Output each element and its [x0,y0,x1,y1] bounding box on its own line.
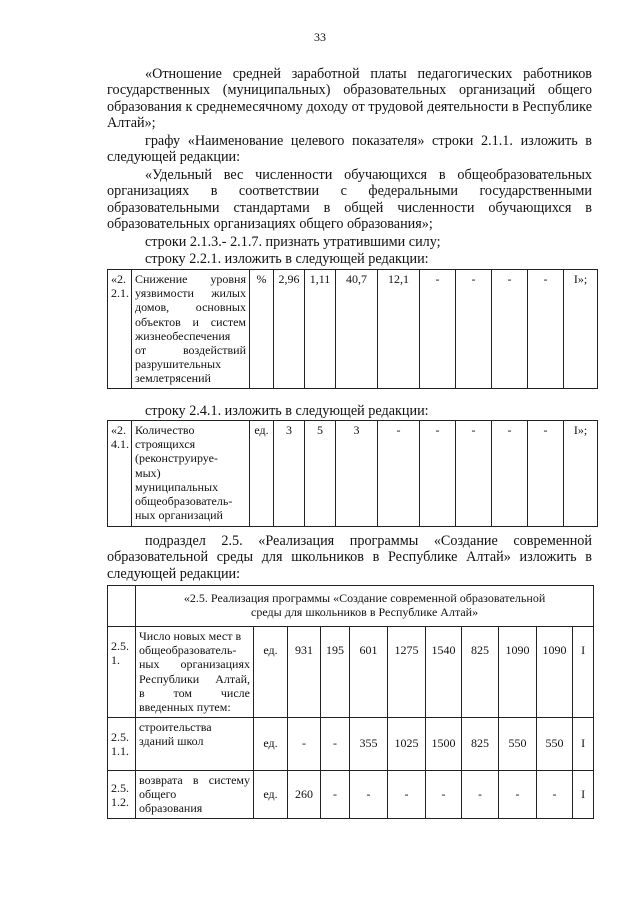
value-cell: 195 [321,627,350,718]
end-cell: I [573,771,594,819]
row-number: 2.5. 1. [108,627,136,718]
end-cell: I [573,718,594,771]
value-cell: 260 [288,771,321,819]
value-cell: 825 [462,718,499,771]
unit-cell: % [250,270,274,389]
value-cell: - [388,771,426,819]
paragraph-rows-void: строки 2.1.3.- 2.1.7. признать утратившими силу; [145,234,441,250]
indicator-name: Количество строящихся (реконструируе- мых) муниципальных общеобразователь- ных организаций [132,421,250,527]
value-cell: 3 [274,421,305,527]
paragraph-ratio-salary: «Отношение средней заработной платы педагогических работников государственных (муниципальных) образовательных организаций общего образования к среднемесячному доходу от трудовой деятельности в Республике Алтай»; [107,66,592,132]
unit-cell: ед. [254,718,288,771]
value-cell: - [288,718,321,771]
value-cell: - [378,421,420,527]
unit-cell: ед. [254,771,288,819]
value-cell: 1025 [388,718,426,771]
section-header: «2.5. Реализация программы «Создание современной образовательной среды для школьников в Республике Алтай» [136,586,594,627]
paragraph-row-2-2-1: строку 2.2.1. изложить в следующей редакции: [145,251,429,267]
paragraph-column-2-1-1: графу «Наименование целевого показателя» строки 2.1.1. изложить в следующей редакции: [107,133,592,166]
page-number: 33 [314,30,326,44]
empty-cell [108,586,136,627]
value-cell: 550 [537,718,573,771]
table-row [108,718,594,771]
row-number: 2.5. 1.1. [108,718,136,771]
value-cell: - [462,771,499,819]
value-cell: - [456,421,492,527]
indicator-name: строительства зданий школ [136,718,254,771]
table-header-row [108,586,594,627]
value-cell: 1090 [537,627,573,718]
value-cell: - [528,421,564,527]
value-cell: - [492,421,528,527]
value-cell: 550 [499,718,537,771]
paragraph-row-2-4-1: строку 2.4.1. изложить в следующей редакции: [145,403,429,419]
table-row [108,270,598,389]
table-row [108,771,594,819]
value-cell: 1500 [426,718,462,771]
value-cell: - [426,771,462,819]
unit-cell: ед. [254,627,288,718]
value-cell: 12,1 [378,270,420,389]
value-cell: 5 [305,421,336,527]
row-number: 2.5. 1.2. [108,771,136,819]
value-cell: - [537,771,573,819]
unit-cell: ед. [250,421,274,527]
value-cell: - [456,270,492,389]
value-cell: 825 [462,627,499,718]
value-cell: 1540 [426,627,462,718]
table-row [108,627,594,718]
value-cell: 2,96 [274,270,305,389]
table-row-2-4-1 [107,420,598,527]
value-cell: 1275 [388,627,426,718]
row-number: «2. 2.1. [108,270,132,389]
indicator-name: Снижение уровня уязвимости жилых домов, основных объектов и систем жизнеобеспечения от воздействий разрушительных землетрясений [132,270,250,389]
row-number: «2. 4.1. [108,421,132,527]
end-cell: I»; [564,270,598,389]
value-cell: - [321,771,350,819]
value-cell: 355 [350,718,388,771]
paragraph-subsection-2-5: подраздел 2.5. «Реализация программы «Создание современной образовательной среды для школьников в Республике Алтай» изложить в следующей редакции: [107,533,592,582]
value-cell: - [420,270,456,389]
end-cell: I [573,627,594,718]
value-cell: - [499,771,537,819]
value-cell: 3 [336,421,378,527]
indicator-name: возврата в систему общего образования [136,771,254,819]
end-cell: I»; [564,421,598,527]
table-row-2-2-1 [107,269,598,389]
value-cell: - [528,270,564,389]
value-cell: 931 [288,627,321,718]
table-subsection-2-5 [107,585,594,819]
value-cell: 1090 [499,627,537,718]
value-cell: - [420,421,456,527]
value-cell: - [321,718,350,771]
value-cell: 40,7 [336,270,378,389]
table-row [108,421,598,527]
paragraph-share-students: «Удельный вес численности обучающихся в общеобразовательных организациях в соответствии с федеральными государственными образовательными стандартами в общей численности обучающихся в образовательных организациях общего образования»; [107,167,592,233]
value-cell: 601 [350,627,388,718]
value-cell: 1,11 [305,270,336,389]
value-cell: - [492,270,528,389]
indicator-name: Число новых мест в общеобразователь- ных организациях Республики Алтай, в том числе введенных путем: [136,627,254,718]
value-cell: - [350,771,388,819]
